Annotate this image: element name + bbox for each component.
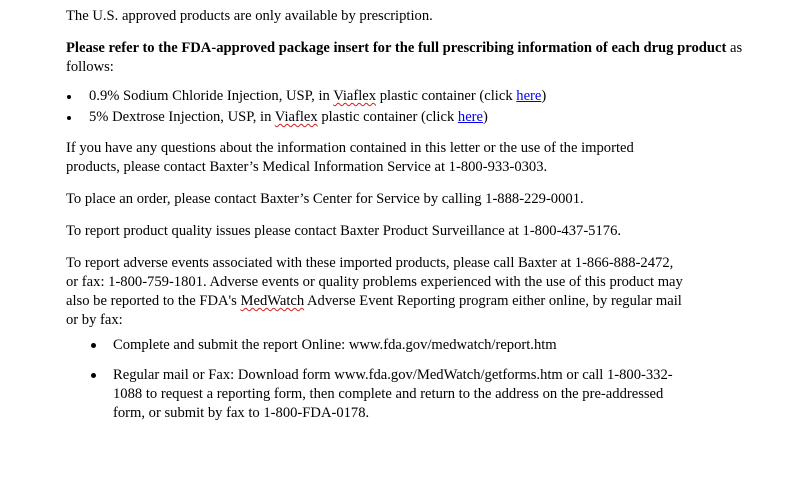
quality-paragraph: To report product quality issues please contact Baxter Product Surveillance at 1-800-437-5176. [66,223,622,239]
drug-name: 0.9% Sodium Chloride Injection, USP, in [89,88,334,104]
drug-list [66,87,756,129]
sodium-chloride-insert-link[interactable]: here [516,88,542,104]
close-paren: ) [541,88,547,104]
report-option-online: Complete and submit the report Online: www.fda.gov/medwatch/report.htm [66,336,756,355]
letter-body [66,7,756,423]
package-insert-suffix: as follows: [66,40,743,75]
text-line: products, please contact Baxter’s Medical Information Service at 1-800-933-0303. [66,159,548,175]
text-line: also be reported to the FDA's [66,293,241,309]
spellcheck-word: MedWatch [240,293,305,309]
report-option-mail-fax [66,366,756,423]
report-options-list [66,336,756,423]
text-line: 1088 to request a reporting form, then complete and return to the address on the pre-addressed [113,386,664,402]
prescription-notice: The U.S. approved products are only available by prescription. [66,8,433,24]
text-line: If you have any questions about the information contained in this letter or the use of the imported [66,140,634,156]
text-line: or by fax: [66,312,123,328]
package-insert-paragraph [66,39,756,77]
spellcheck-word: Viaflex [333,88,377,104]
text-line: form, or submit by fax to 1-800-FDA-0178. [113,405,370,421]
text-line: Adverse Event Reporting program either online, by regular mail [304,293,682,309]
dextrose-insert-link[interactable]: here [457,109,484,125]
text-line: To report adverse events associated with these imported products, please call Baxter at 1-866-888-2472, [66,255,674,271]
medical-information-paragraph [66,139,756,177]
adverse-events-paragraph [66,254,756,330]
drug-name: 5% Dextrose Injection, USP, in [89,109,275,125]
text-line: or fax: 1-800-759-1801. Adverse events or quality problems experienced with the use of this product may [66,274,683,290]
close-paren: ) [483,109,488,125]
drug-item-sodium-chloride [66,87,756,108]
spellcheck-word: Viaflex [274,109,318,125]
drug-container-text: plastic container (click [317,109,458,125]
drug-container-text: plastic container (click [376,88,517,104]
text-line: Regular mail or Fax: Download form www.fda.gov/MedWatch/getforms.htm or call 1-800-332- [113,367,673,383]
order-paragraph: To place an order, please contact Baxter’s Center for Service by calling 1-888-229-0001. [66,191,584,207]
package-insert-heading: Please refer to the FDA-approved package insert for the full prescribing information of each drug product [66,40,727,56]
drug-item-dextrose [66,108,756,129]
